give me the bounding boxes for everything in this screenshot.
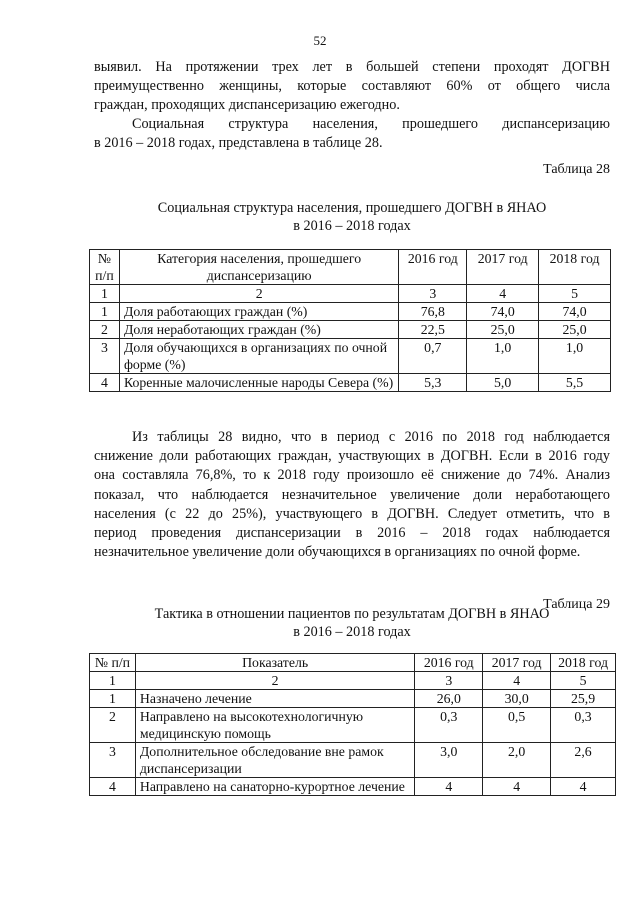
header-cell: 2016 год xyxy=(415,654,483,672)
header-cell: 2016 год xyxy=(399,250,467,285)
table-row xyxy=(90,743,616,778)
table-cell: Дополнительное обследование вне рамок диспансеризации xyxy=(135,743,414,778)
table-cell: 3 xyxy=(90,743,136,778)
table28 xyxy=(89,249,611,392)
text-line: период проведения диспансеризации в 2016 – 2018 годах наблюдается xyxy=(94,525,610,542)
text-line: Социальная структура населения, прошедшего диспансеризацию xyxy=(132,116,610,132)
table-cell: 1 xyxy=(90,303,120,321)
table-index-row xyxy=(90,672,616,690)
table-cell: 2 xyxy=(90,708,136,743)
table-cell: 26,0 xyxy=(415,690,483,708)
table29-title xyxy=(94,605,610,641)
table-index-row xyxy=(90,285,611,303)
header-cell: 2017 год xyxy=(467,250,539,285)
table-cell: 5 xyxy=(551,672,616,690)
table-cell: 1,0 xyxy=(539,339,611,374)
table-cell: 4 xyxy=(90,778,136,796)
title-line: Социальная структура населения, прошедшего ДОГВН в ЯНАО xyxy=(157,200,547,216)
table-cell: 76,8 xyxy=(399,303,467,321)
table-cell: Доля обучающихся в организациях по очной форме (%) xyxy=(119,339,398,374)
table-cell: Направлено на санаторно-курортное лечение xyxy=(135,778,414,796)
header-cell: № п/п xyxy=(90,250,120,285)
table-cell: 4 xyxy=(483,672,551,690)
header-cell: № п/п xyxy=(90,654,136,672)
table29-label: Таблица 29 xyxy=(543,597,610,612)
text-line: показал, что наблюдается незначительное увеличение доли неработающего xyxy=(94,486,610,503)
table-row xyxy=(90,339,611,374)
table-cell: 25,0 xyxy=(539,321,611,339)
table28-label: Таблица 28 xyxy=(543,162,610,177)
header-cell: Показатель xyxy=(135,654,414,672)
table-cell: Доля неработающих граждан (%) xyxy=(119,321,398,339)
table-cell: 5 xyxy=(539,285,611,303)
table-cell: 22,5 xyxy=(399,321,467,339)
table-cell: 2,0 xyxy=(483,743,551,778)
table-cell: 74,0 xyxy=(539,303,611,321)
table-cell: Коренные малочисленные народы Севера (%) xyxy=(119,374,398,392)
table-row xyxy=(90,303,611,321)
table-cell: 4 xyxy=(551,778,616,796)
table-cell: 0,3 xyxy=(415,708,483,743)
table-cell: 0,7 xyxy=(399,339,467,374)
table-cell: Направлено на высокотехнологичную медицинскую помощь xyxy=(135,708,414,743)
table-cell: 1,0 xyxy=(467,339,539,374)
intro-paragraph xyxy=(94,58,610,116)
table-cell: 4 xyxy=(467,285,539,303)
table-cell: 4 xyxy=(90,374,120,392)
table-row xyxy=(90,374,611,392)
table-cell: 3,0 xyxy=(415,743,483,778)
table-row xyxy=(90,690,616,708)
table-cell: 5,5 xyxy=(539,374,611,392)
table-cell: 25,0 xyxy=(467,321,539,339)
text-line: преимущественно женщины, которые составляют 60% от общего числа xyxy=(94,78,610,95)
table-cell: 2 xyxy=(90,321,120,339)
text-line: выявил. На протяжении трех лет в большей степени проходят ДОГВН xyxy=(94,59,610,75)
header-cell: 2017 год xyxy=(483,654,551,672)
table-cell: 0,5 xyxy=(483,708,551,743)
table-cell: 25,9 xyxy=(551,690,616,708)
text-line: снижение доли работающих граждан, участвующих в ДОГВН. Если в 2016 году xyxy=(94,448,610,465)
text-line: Из таблицы 28 видно, что в период с 2016 по 2018 год наблюдается xyxy=(132,429,610,445)
table-cell: 0,3 xyxy=(551,708,616,743)
header-cell: Категория населения, прошедшего диспансеризацию xyxy=(119,250,398,285)
table-cell: 3 xyxy=(415,672,483,690)
table29 xyxy=(89,653,616,796)
table-cell: 5,3 xyxy=(399,374,467,392)
table-row xyxy=(90,708,616,743)
text-line: населения (с 22 до 25%), участвующего в ДОГВН. Следует отметить, что в xyxy=(94,505,610,522)
title-line: в 2016 – 2018 годах xyxy=(293,218,411,234)
table-cell: 3 xyxy=(399,285,467,303)
text-line: граждан, проходящих диспансеризацию ежегодно. xyxy=(94,97,400,114)
table-cell: 2 xyxy=(135,672,414,690)
table-row xyxy=(90,778,616,796)
table-header-row xyxy=(90,250,611,285)
page-number: 52 xyxy=(313,33,327,48)
table-cell: Назначено лечение xyxy=(135,690,414,708)
table-cell: 4 xyxy=(415,778,483,796)
table-cell: 5,0 xyxy=(467,374,539,392)
table-cell: 1 xyxy=(90,672,136,690)
table-cell: 3 xyxy=(90,339,120,374)
header-cell: 2018 год xyxy=(551,654,616,672)
table-cell: 4 xyxy=(483,778,551,796)
table-cell: 2,6 xyxy=(551,743,616,778)
analysis-paragraph xyxy=(94,428,610,562)
text-line: она составляла 76,8%, то к 2018 году произошло её снижение до 74%. Анализ xyxy=(94,467,610,484)
text-line: незначительное увеличение доли обучающихся в организациях по очной форме. xyxy=(94,544,581,561)
title-line: Тактика в отношении пациентов по результатам ДОГВН в ЯНАО xyxy=(154,606,550,622)
table-cell: Доля работающих граждан (%) xyxy=(119,303,398,321)
table-row xyxy=(90,321,611,339)
table-intro-paragraph xyxy=(94,115,610,153)
table-cell: 2 xyxy=(119,285,398,303)
title-line: в 2016 – 2018 годах xyxy=(293,624,411,640)
table-cell: 74,0 xyxy=(467,303,539,321)
text-line: в 2016 – 2018 годах, представлена в таблице 28. xyxy=(94,135,383,152)
table-cell: 1 xyxy=(90,690,136,708)
table-cell: 30,0 xyxy=(483,690,551,708)
table-cell: 1 xyxy=(90,285,120,303)
table-header-row xyxy=(90,654,616,672)
table28-title xyxy=(94,199,610,235)
header-cell: 2018 год xyxy=(539,250,611,285)
